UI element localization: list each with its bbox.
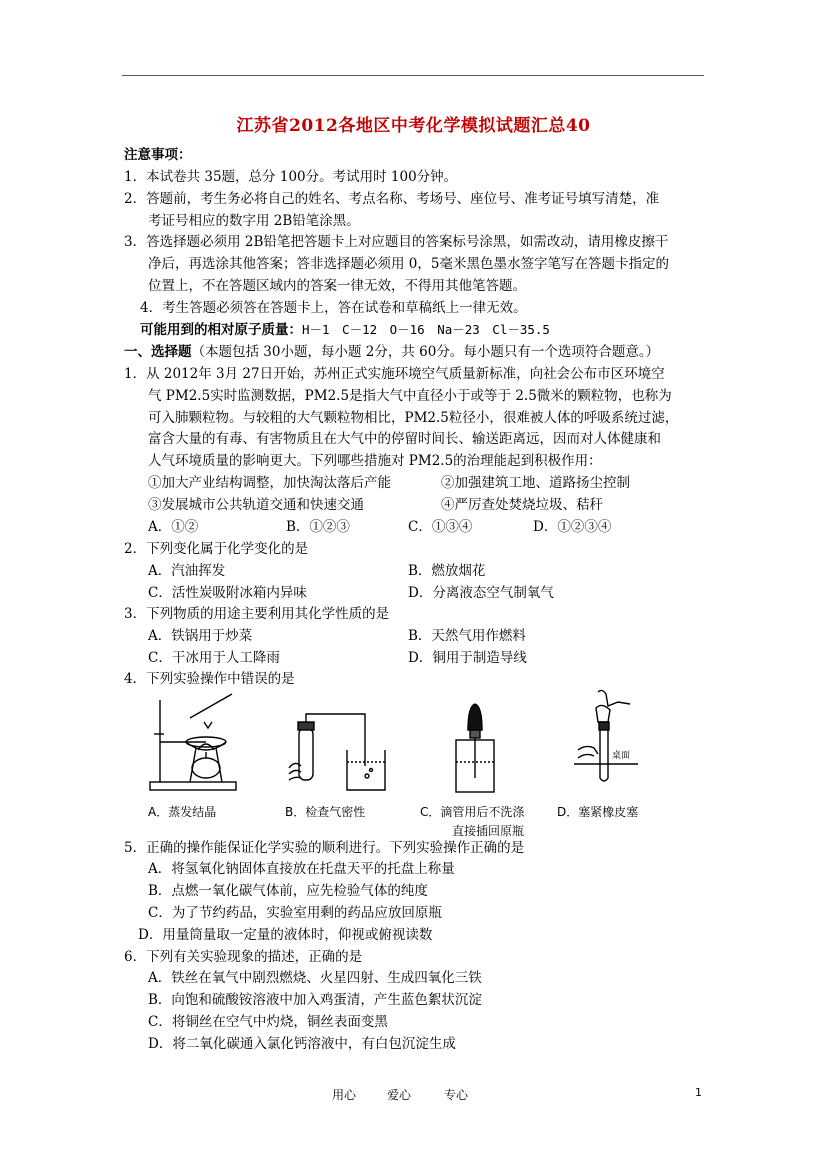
q3-option-d: D．铜用于制造导线 (408, 650, 527, 666)
notice-item-3-cont1: 净后，再选涂其他答案；答非选择题必须用 0，5毫米黑色墨水签字笔写在答题卡指定的 (148, 256, 669, 272)
q4-option-c-line1: C．滴管用后不洗涤 (420, 805, 525, 819)
q1-option-a: A．①② (148, 519, 199, 535)
q4-stem: 4．下列实验操作中错误的是 (124, 671, 295, 687)
evaporation-apparatus-figure (146, 688, 246, 798)
footer-text-1: 用心 (332, 1088, 357, 1102)
q2-stem: 2．下列变化属于化学变化的是 (124, 541, 309, 557)
q1-stem-2: 气 PM2.5实时监测数据，PM2.5是指大气中直径小于或等于 2.5微米的颗粒物，也称为 (148, 388, 672, 404)
q1-measure-3: ③发展城市公共轨道交通和快速交通 (148, 497, 364, 513)
page-number: 1 (695, 1086, 702, 1099)
q3-option-a: A．铁锅用于炒菜 (148, 628, 253, 644)
notice-item-1: 1．本试卷共 35题，总分 100分。考试用时 100分钟。 (124, 169, 458, 185)
q6-stem: 6．下列有关实验现象的描述，正确的是 (124, 949, 363, 965)
notice-heading: 注意事项： (124, 147, 192, 163)
notice-item-3-cont2: 位置上，不在答题区域内的答案一律无效，不得用其他笔答题。 (148, 278, 526, 294)
q1-stem-1: 1．从 2012年 3月 27日开始，苏州正式实施环境空气质量新标准，向社会公布市区环境空 (124, 366, 665, 382)
q1-stem-4: 富含大量的有毒、有害物质且在大气中的停留时间长、输送距离远，因而对人体健康和 (148, 431, 661, 447)
q3-option-c: C．干冰用于人工降雨 (148, 650, 280, 666)
atomic-mass-label: 可能用到的相对原子质量： (140, 322, 302, 338)
q4-option-a: A．蒸发结晶 (148, 805, 217, 819)
q5-option-c: C．为了节约药品，实验室用剩的药品应放回原瓶 (148, 905, 442, 921)
q5-option-a: A．将氢氧化钠固体直接放在托盘天平的托盘上称量 (148, 861, 455, 877)
footer-text-2: 爱心 (387, 1088, 412, 1102)
q2-option-a: A．汽油挥发 (148, 563, 226, 579)
q5-stem: 5．正确的操作能保证化学实验的顺利进行。下列实验操作正确的是 (124, 840, 525, 856)
rubber-stopper-figure (572, 688, 642, 793)
header-rule (122, 75, 704, 76)
q4-option-d: D．塞紧橡皮塞 (557, 805, 639, 819)
footer-text-3: 专心 (444, 1088, 469, 1102)
section-heading: 一、选择题 (124, 344, 192, 360)
notice-item-2-cont: 考证号相应的数字用 2B铅笔涂黑。 (148, 213, 360, 229)
q1-measure-4: ④严厉查处焚烧垃圾、秸秆 (441, 497, 603, 513)
q3-option-b: B．天然气用作燃料 (408, 628, 526, 644)
q2-option-c: C．活性炭吸附冰箱内异味 (148, 585, 307, 601)
q1-measure-2: ②加强建筑工地、道路扬尘控制 (441, 475, 630, 491)
notice-item-3: 3．答选择题必须用 2B铅笔把答题卡上对应题目的答案标号涂黑，如需改动，请用橡皮擦干 (124, 234, 669, 250)
q2-option-b: B．燃放烟花 (408, 563, 486, 579)
q6-option-d: D．将二氧化碳通入氯化钙溶液中，有白包沉淀生成 (148, 1036, 456, 1052)
q1-stem-5: 人气环境质量的影响更大。下列哪些措施对 PM2.5的治理能起到积极作用： (148, 453, 602, 469)
dropper-bottle-figure (450, 700, 500, 800)
notice-item-4: 4．考生答题必须答在答题卡上，答在试卷和草稿纸上一律无效。 (140, 300, 527, 316)
q1-stem-3: 可入肺颗粒物。与较粗的大气颗粒物相比，PM2.5粒径小，很难被人体的呼吸系统过滤， (148, 410, 679, 426)
section-heading-line (124, 343, 659, 361)
desktop-label: 桌面 (612, 751, 631, 761)
atomic-mass-line (140, 321, 550, 339)
q3-stem: 3．下列物质的用途主要利用其化学性质的是 (124, 606, 390, 622)
q1-option-b: B．①②③ (286, 519, 350, 535)
q6-option-a: A．铁丝在氧气中剧烈燃烧、火星四射、生成四氧化三铁 (148, 970, 482, 986)
section-description: （本题包括 30小题，每小题 2分，共 60分。每小题只有一个选项符合题意。） (191, 344, 660, 360)
q1-measure-1: ①加大产业结构调整，加快淘汰落后产能 (148, 475, 391, 491)
q4-option-c-line2: 直接插回原瓶 (452, 824, 525, 838)
airtightness-check-figure (285, 710, 390, 800)
q1-option-c: C．①③④ (408, 519, 473, 535)
q6-option-b: B．向饱和硫酸铵溶液中加入鸡蛋清，产生蓝色絮状沉淀 (148, 992, 482, 1008)
q6-option-c: C．将铜丝在空气中灼烧，铜丝表面变黑 (148, 1014, 388, 1030)
q2-option-d: D．分离液态空气制氧气 (408, 585, 554, 601)
q5-option-b: B．点燃一氧化碳气体前，应先检验气体的纯度 (148, 883, 428, 899)
q5-option-d: D．用量筒量取一定量的液体时，仰视或俯视读数 (138, 927, 433, 943)
page-title: 江苏省2012各地区中考化学模拟试题汇总40 (236, 116, 591, 136)
q4-option-b: B．检查气密性 (285, 805, 366, 819)
notice-item-2: 2．答题前，考生务必将自己的姓名、考点名称、考场号、座位号、准考证号填写清楚，准 (124, 191, 660, 207)
atomic-mass-values: H－1 C－12 O－16 Na－23 Cl－35.5 (302, 322, 550, 337)
q1-option-d: D．①②③④ (533, 519, 612, 535)
